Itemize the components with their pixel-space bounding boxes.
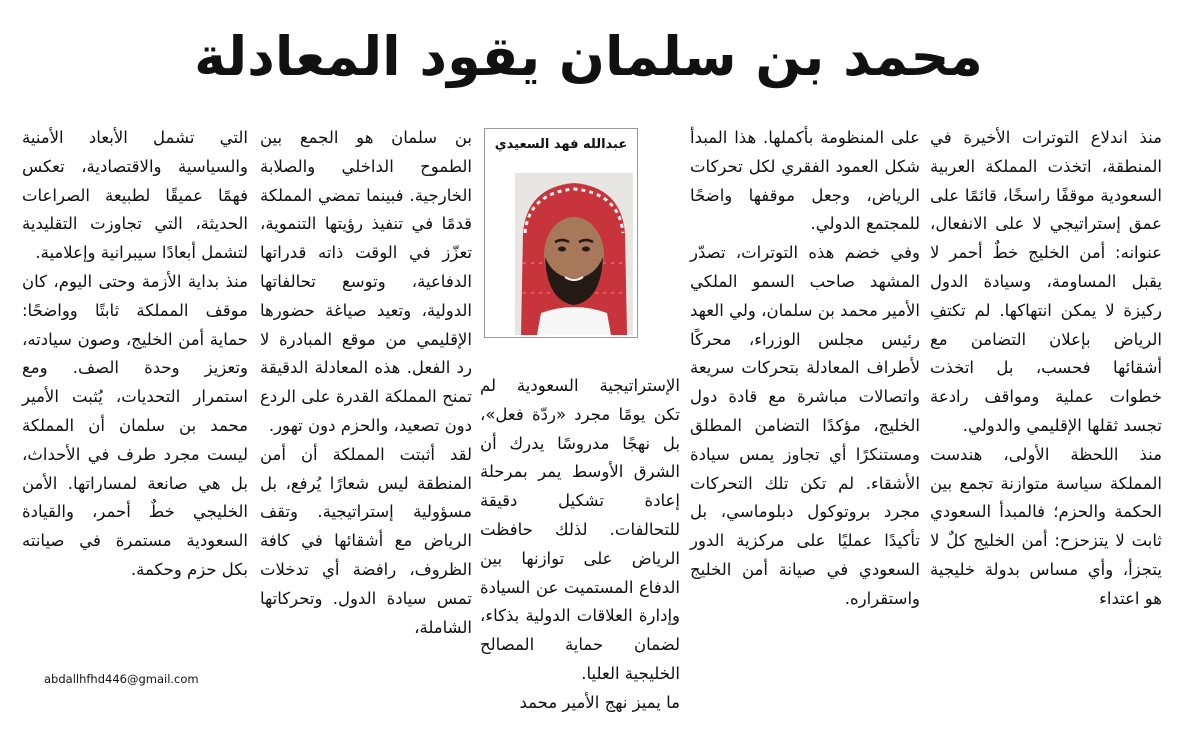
- article-column-1: [930, 124, 1162, 724]
- paragraph: لقد أثبتت المملكة أن أمن المنطقة ليس شعارًا يُرفع، بل مسؤولية إستراتيجية. وتقف الرياض مع أشقائها في كافة الظروف، رافضة أي تدخلات تمس سيادة الدول. وتحركاتها الشاملة،: [260, 444, 472, 637]
- paragraph: الإستراتيجية السعودية لم تكن يومًا مجرد «ردّة فعل»، بل نهجًا مدروسًا يدرك أن الشرق الأوسط يمر بمرحلة إعادة تشكيل دقيقة للتحالفات. لذلك حافظت الرياض على توازنها بين الدفاع المستميت عن السيادة وإدارة العلاقات الدولية بذكاء، لضمان حماية المصالح الخليجية العليا.: [480, 376, 680, 683]
- article-column-2: [690, 124, 920, 724]
- author-box: [484, 128, 638, 338]
- paragraph: منذ اندلاع التوترات الأخيرة في المنطقة، اتخذت المملكة العربية السعودية موقفًا راسخًا، قائمًا على عمق إستراتيجي لا على الانفعال، عنوانه: أمن الخليج خطٌ أحمر لا يقبل المساومة، وسيادة الدول ركيزة لا يمكن انتهاكها. لم تكتفِ الرياض بإعلان التضامن مع أشقائها فحسب، بل اتخذت خطوات عملية ومواقف رادعة تجسد ثقلها الإقليمي والدولي.: [930, 128, 1162, 435]
- author-email[interactable]: abdallhfhd446@gmail.com: [44, 672, 199, 686]
- author-photo: [515, 173, 633, 335]
- author-name: عبدالله فهد السعيدي: [494, 137, 628, 152]
- paragraph: على المنظومة بأكملها. هذا المبدأ شكل العمود الفقري لكل تحركات الرياض، وجعل موقفها واضحًا للمجتمع الدولي.: [690, 128, 920, 234]
- paragraph: ما يميز نهج الأمير محمد: [519, 692, 680, 712]
- paragraph: بن سلمان هو الجمع بين الطموح الداخلي والصلابة الخارجية. فبينما تمضي المملكة قدمًا في تنفيذ رؤيتها التنموية، تعزّز في الوقت ذاته قدراتها الدفاعية، وتوسع تحالفاتها الدولية، وتعيد صياغة حضورها الإقليمي من موقع المبادرة لا رد الفعل. هذه المعادلة الدقيقة تمنح المملكة القدرة على الردع دون تصعيد، والحزم دون تهور.: [260, 128, 472, 435]
- article-column-5: [22, 124, 248, 644]
- author-portrait-image: [515, 173, 633, 335]
- paragraph: وفي خضم هذه التوترات، تصدّر المشهد صاحب السمو الملكي الأمير محمد بن سلمان، ولي العهد رئيس مجلس الوزراء، محركًا لأطراف المعادلة بتحركات سريعة واتصالات مباشرة مع قادة دول الخليج، مؤكدًا التضامن المطلق ومستنكرًا أي تجاوز يمس سيادة الأشقاء. لم تكن تلك التحركات مجرد بروتوكول دبلوماسي، بل تأكيدًا عمليًا على مركزية الدور السعودي في صيانة أمن الخليج واستقراره.: [690, 243, 920, 608]
- article-column-4: [260, 124, 472, 714]
- paragraph: التي تشمل الأبعاد الأمنية والسياسية والاقتصادية، تعكس فهمًا عميقًا لطبيعة الصراعات الحديثة، التي تجاوزت التقليدية لتشمل أبعادًا سيبرانية وإعلامية.: [22, 128, 248, 263]
- paragraph: منذ اللحظة الأولى، هندست المملكة سياسة متوازنة تجمع بين الحكمة والحزم؛ فالمبدأ السعودي ثابت لا يتزحزح: أمن الخليج كلٌ لا يتجزأ، وأي مساس بدولة خليجية هو اعتداء: [930, 444, 1162, 608]
- paragraph: منذ بداية الأزمة وحتى اليوم، كان موقف المملكة ثابتًا وواضحًا: حماية أمن الخليج، وصون سيادته، وتعزيز وحدة الصف. ومع استمرار التحديات، يُثبت الأمير محمد بن سلمان أن المملكة ليست مجرد طرف في الأحداث، بل هي صانعة لمساراتها. الأمن الخليجي خطٌ أحمر، والقيادة السعودية مستمرة في صيانته بكل حزم وحكمة.: [22, 271, 248, 579]
- headline: محمد بن سلمان يقود المعادلة: [194, 25, 983, 88]
- article-column-3: [480, 372, 680, 712]
